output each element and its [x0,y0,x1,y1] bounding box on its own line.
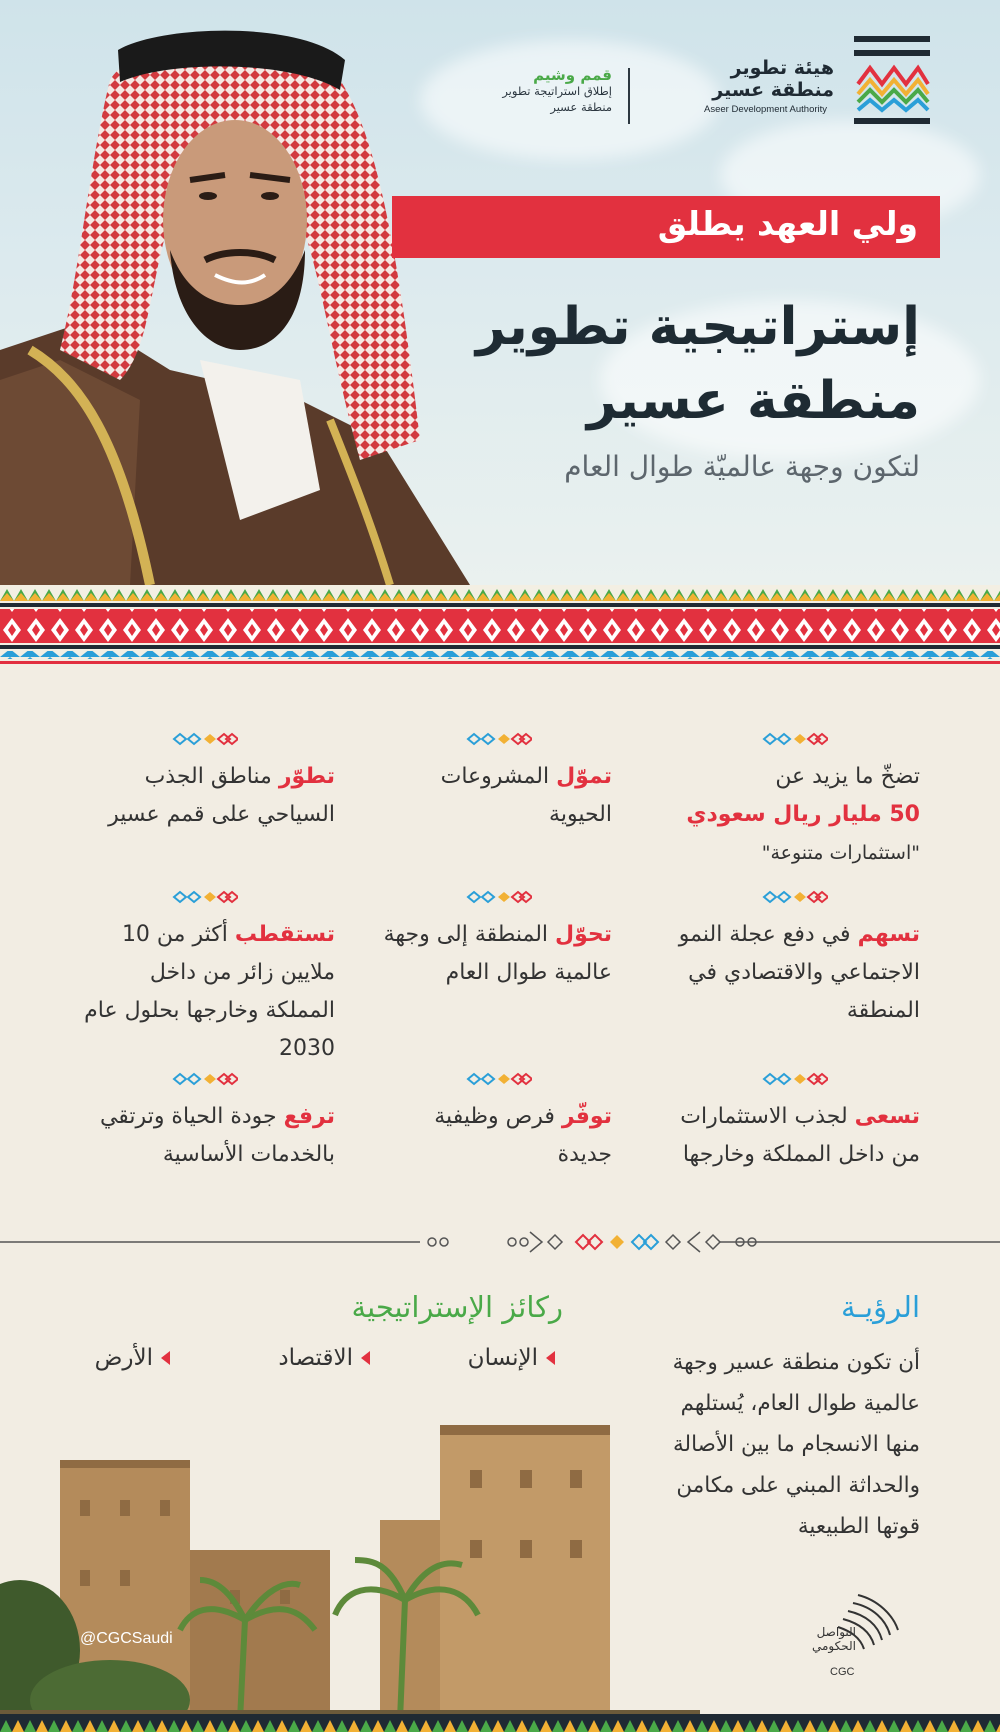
aseer-authority-logo-icon [854,36,930,124]
grid-item-quality-of-life [75,1098,335,1174]
grid-item-seek-investment [660,1098,920,1174]
authority-name-en: Aseer Development Authority [704,103,828,115]
pillar-label: الإنسان [467,1345,538,1371]
pillar-label: الاقتصاد [278,1345,353,1371]
pillar-land [95,1345,170,1371]
ornament-icon [760,1072,828,1086]
cgc-name-ar: التواصل الحكومي [812,1625,856,1653]
item-highlight: تستقطب [234,922,335,947]
item-highlight: تموّل [556,764,612,789]
logo-separator [628,68,630,124]
ornament-icon [760,890,828,904]
hero-section [0,0,1000,585]
ornament-icon [170,890,238,904]
cgc-name-en: CGC [830,1666,855,1678]
item-text: في دفع عجلة النمو الاجتماعي والاقتصادي في المنطقة [678,922,920,1023]
item-text: المشروعات الحيوية [440,764,612,827]
page-title [400,290,920,438]
authority-name-ar: هيئة تطوير منطقة عسير [712,57,834,101]
item-text-2: "استثمارات متنوعة" [761,842,920,864]
vision-text: أن تكون منطقة عسير وجهة عالمية طوال العام، يُستلهم منها الانسجام ما بين الأصالة والحداثة المبني على مكامن قوتها الطبيعية [672,1350,920,1539]
pillar-economy [278,1345,370,1371]
grid-item-develop [75,758,335,834]
bottom-pattern-strip [0,1714,1000,1732]
pillar-bullet-icon [161,1351,170,1365]
item-highlight: تحوّل [555,922,612,947]
event-logo [472,66,612,115]
grid-item-jobs [382,1098,612,1174]
red-banner [392,196,940,258]
sadu-pattern-border [0,585,1000,670]
section-divider [0,1230,1000,1254]
item-text: جودة الحياة وترتقي بالخدمات الأساسية [99,1104,335,1167]
ornament-icon [464,890,532,904]
ornament-icon [464,732,532,746]
pillar-bullet-icon [546,1351,555,1365]
item-text: المنطقة إلى وجهة عالمية طوال العام [383,922,612,985]
item-highlight: ترفع [283,1104,335,1129]
pillar-human [468,1345,555,1371]
item-text: أكثر من 10 ملايين زائر من داخل المملكة وخارجها بحلول عام 2030 [84,922,335,1061]
grid-item-transform [382,916,612,992]
item-text: لجذب الاستثمارات من داخل المملكة وخارجها [680,1104,920,1167]
item-highlight: تطوّر [278,764,335,789]
pillar-bullet-icon [361,1351,370,1365]
ornament-icon [170,732,238,746]
aseer-towers-illustration [0,1400,700,1732]
item-text: مناطق الجذب السياحي على قمم عسير [108,764,335,827]
item-highlight: تسهم [857,922,920,947]
ornament-icon [464,1072,532,1086]
item-text: ما يزيد عن [775,764,881,789]
item-text: فرص وظيفية جديدة [434,1104,612,1167]
grid-item-attract-visitors [75,916,335,1068]
header-logos [490,30,930,130]
grid-item-fund [382,758,612,834]
event-subtitle: إطلاق استراتيجة تطوير منطقة عسير [502,84,612,114]
banner-text: ولي العهد يطلق [657,204,918,243]
title-line-2: منطقة عسير [586,371,920,431]
aseer-authority-wordmark [704,58,834,115]
pillars-title: ركائز الإستراتيجية [351,1290,563,1324]
ornament-icon [170,1072,238,1086]
item-highlight: تسعى [854,1104,920,1129]
ornament-icon [760,732,828,746]
page-subtitle: لتكون وجهة عالميّة طوال العام [564,450,920,483]
twitter-handle: @CGCSaudi [80,1630,173,1647]
item-highlight: توفّر [561,1104,612,1129]
event-title: قمم وشيم [533,66,612,84]
grid-item-contribute [660,916,920,1030]
vision-title: الرؤيـة [840,1290,920,1324]
grid-item-invest [650,758,920,872]
title-line-1: إستراتيجية تطوير [475,297,920,357]
pillar-label: الأرض [94,1345,153,1371]
item-highlight-amount: 50 مليار ريال سعودي [686,802,920,827]
item-highlight: تضخّ [880,764,920,789]
